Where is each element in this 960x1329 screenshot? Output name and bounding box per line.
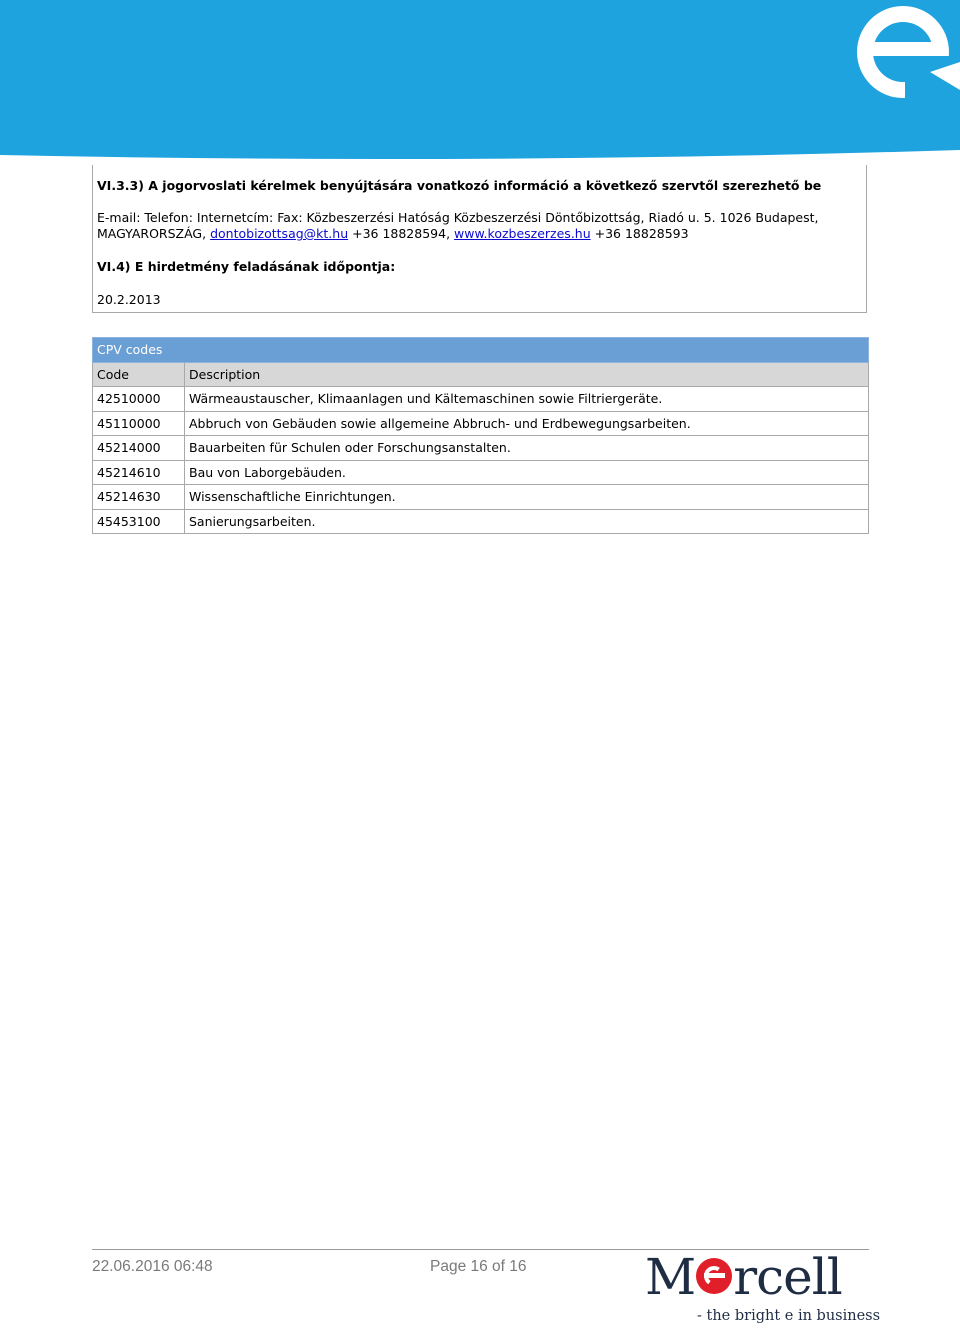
cpv-code: 45453100: [93, 509, 185, 534]
cpv-code: 45214610: [93, 460, 185, 485]
marcell-logo: [645, 1248, 881, 1324]
dispatch-date-value: 20.2.2013: [97, 292, 161, 307]
column-header-code: Code: [93, 362, 185, 387]
cpv-description: Bau von Laborgebäuden.: [185, 460, 869, 485]
phone-number: +36 18828594,: [348, 226, 455, 241]
contact-line: E-mail: Telefon: Internetcím: Fax: Közbeszerzési Hatóság Közbeszerzési Döntőbizottság, Riadó u. 5. 1026 Budapest,: [97, 210, 819, 225]
logo-tagline: - the bright e in business: [697, 1308, 881, 1324]
table-row: [93, 387, 869, 412]
cpv-code: 45214630: [93, 485, 185, 510]
table-row: [93, 485, 869, 510]
contact-country: MAGYARORSZÁG,: [97, 226, 211, 241]
cpv-code: 45110000: [93, 411, 185, 436]
cpv-code: 45214000: [93, 436, 185, 461]
logo-e-icon: [696, 1258, 732, 1294]
cpv-table-title: CPV codes: [93, 338, 869, 363]
logo-letters-rcell: rcell: [733, 1248, 842, 1306]
logo-wordmark: [645, 1248, 842, 1306]
header-banner: [0, 0, 960, 165]
appeal-info-heading: VI.3.3) A jogorvoslati kérelmek benyújtására vonatkozó információ a következő szervtől szerezhető be: [97, 178, 822, 193]
header-banner-graphic: [0, 0, 960, 165]
cpv-description: Bauarbeiten für Schulen oder Forschungsanstalten.: [185, 436, 869, 461]
footer-timestamp: 22.06.2016 06:48: [92, 1258, 213, 1275]
table-row: [93, 509, 869, 534]
dispatch-date-heading: VI.4) E hirdetmény feladásának időpontja:: [97, 259, 396, 274]
cpv-codes-table: [92, 337, 869, 534]
cpv-description: Sanierungsarbeiten.: [185, 509, 869, 534]
table-row: [93, 436, 869, 461]
footer-page-number: Page 16 of 16: [430, 1258, 527, 1275]
cpv-description: Abbruch von Gebäuden sowie allgemeine Abbruch- und Erdbewegungsarbeiten.: [185, 411, 869, 436]
cpv-table-title-row: [93, 338, 869, 363]
notice-section: [92, 165, 867, 313]
logo-letter-m: M: [645, 1248, 696, 1306]
website-link[interactable]: www.kozbeszerzes.hu: [454, 226, 591, 241]
contact-details: [97, 210, 862, 242]
cpv-description: Wissenschaftliche Einrichtungen.: [185, 485, 869, 510]
fax-number: +36 18828593: [590, 226, 689, 241]
cpv-code: 42510000: [93, 387, 185, 412]
cpv-description: Wärmeaustauscher, Klimaanlagen und Kältemaschinen sowie Filtriergeräte.: [185, 387, 869, 412]
column-header-description: Description: [185, 362, 869, 387]
email-link[interactable]: dontobizottsag@kt.hu: [210, 226, 349, 241]
table-row: [93, 460, 869, 485]
table-row: [93, 411, 869, 436]
cpv-column-header-row: [93, 362, 869, 387]
